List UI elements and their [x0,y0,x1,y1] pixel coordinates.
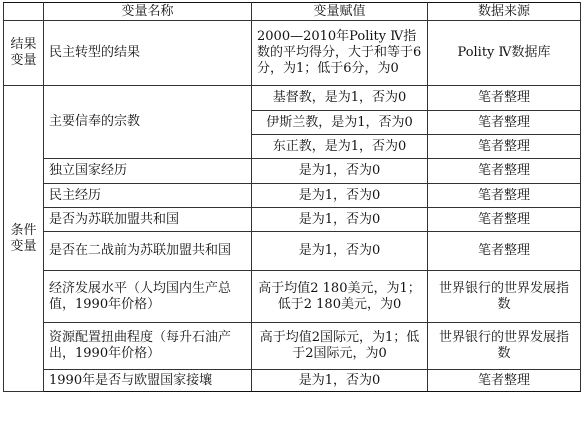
religion-source: 笔者整理 [428,86,581,111]
variable-assignment: 是为1，否为0 [252,184,428,208]
header-variable-name: 变量名称 [44,3,252,21]
outcome-row [4,21,581,86]
data-source: 笔者整理 [428,370,581,392]
variable-assignment: 高于均值2 180美元，为1；低于2 180美元，为0 [252,271,428,323]
table-row [4,271,581,323]
table-row [4,86,581,111]
variable-name: 经济发展水平（人均国内生产总值，1990年价格） [44,271,252,323]
table-row [4,232,581,271]
religion-assignment: 东正教，是为1，否为0 [252,135,428,159]
outcome-variable-name: 民主转型的结果 [44,21,252,86]
religion-source: 笔者整理 [428,111,581,135]
data-source: 笔者整理 [428,159,581,184]
variable-assignment: 是为1，否为0 [252,159,428,184]
data-source: 笔者整理 [428,232,581,271]
religion-source: 笔者整理 [428,135,581,159]
variable-assignment: 高于均值2国际元，为1；低于2国际元，为0 [252,323,428,370]
data-source: 笔者整理 [428,184,581,208]
religion-assignment: 伊斯兰教，是为1，否为0 [252,111,428,135]
table-row [4,370,581,392]
data-source: 世界银行的世界发展指数 [428,323,581,370]
table-row [4,323,581,370]
header-data-source: 数据来源 [428,3,581,21]
variable-name: 1990年是否与欧盟国家接壤 [44,370,252,392]
variable-assignment: 是为1，否为0 [252,232,428,271]
header-variable-assignment: 变量赋值 [252,3,428,21]
outcome-variable-assignment: 2000—2010年Polity Ⅳ指数的平均得分，大于和等于6分，为1；低于6分，为0 [252,21,428,86]
table-row [4,159,581,184]
condition-group-label: 条件变量 [4,86,44,392]
variable-table-container [3,2,581,392]
religion-assignment: 基督教，是为1，否为0 [252,86,428,111]
variable-assignment: 是为1，否为0 [252,208,428,232]
variable-assignment: 是为1，否为0 [252,370,428,392]
outcome-group-label: 结果变量 [4,21,44,86]
table-row [4,184,581,208]
variable-name: 是否为苏联加盟共和国 [44,208,252,232]
data-source: 世界银行的世界发展指数 [428,271,581,323]
variable-name: 是否在二战前为苏联加盟共和国 [44,232,252,271]
table-row [4,208,581,232]
variable-name: 独立国家经历 [44,159,252,184]
data-source: 笔者整理 [428,208,581,232]
outcome-data-source: Polity Ⅳ数据库 [428,21,581,86]
table-header-row [4,3,581,21]
header-category [4,3,44,21]
variable-name: 资源配置扭曲程度（每升石油产出，1990年价格） [44,323,252,370]
religion-variable-name: 主要信奉的宗教 [44,86,252,159]
variable-definition-table [3,2,581,392]
variable-name: 民主经历 [44,184,252,208]
